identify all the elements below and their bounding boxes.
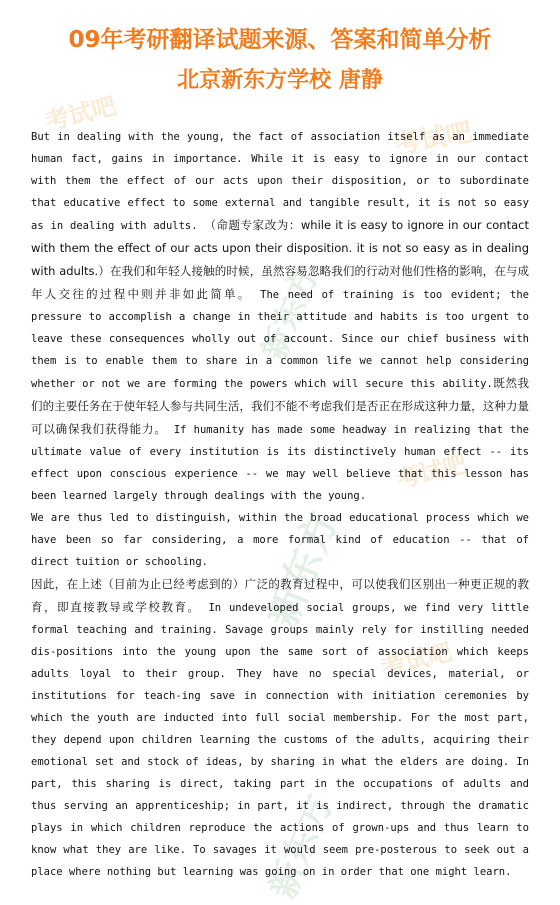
translation-text: 在我们和年轻人接触的时候，虽然容易忽略我们的行动对他们性格的影响，在与成年人交往的过程中则并非如此简单。 xyxy=(31,264,530,301)
watermark-kaoshiba-3: 考试吧 xyxy=(393,449,470,495)
translation-text: 既然我们的主要任务在于使年轻人参与共同生活，我们不能不考虑我们是否正在形成这种力量，这种力量可以确保我们获得能力。 xyxy=(31,376,529,436)
passage-text: If humanity has made some headway in realizing that the ultimate value of every institution is its distinctively human effect -- its effect upon conscious experience -- we may well believe that this lesson has been learned largely through dealings with the young. xyxy=(31,424,530,502)
document-author: 北京新东方学校 唐静 xyxy=(177,68,383,93)
paragraph-2 xyxy=(31,507,529,573)
watermark-kaoshiba-4: 考试吧 xyxy=(378,637,455,683)
watermark-xindongfang-3: 新东方 xyxy=(262,788,342,905)
expert-revision-note: （命题专家改为：while it is easy to ignore in our contact with them the effect of our acts upon their disposition. it is not so easy as in dealing with adults.） xyxy=(31,218,529,278)
passage-text: But in dealing with the young, the fact of association itself as an immediate human fact, gains in importance. While it is easy to ignore in our contact with them the effect of our acts upon their disposition, or to subordinate that educative effect to some external and tangible result, it is not so easy as in dealing with adults. xyxy=(31,131,529,232)
document-title: 09年考研翻译试题来源、答案和简单分析 xyxy=(68,27,492,53)
document-body xyxy=(31,126,529,883)
paragraph-3 xyxy=(31,573,529,883)
watermark-xindongfang-1: 新东方 xyxy=(254,262,326,366)
document-header xyxy=(0,22,560,98)
watermark-xindongfang-2: 新东方 xyxy=(259,505,348,635)
watermark-kaoshiba-1: 考试吧 xyxy=(42,91,119,137)
passage-text: We are thus led to distinguish, within the broad educational process which we have been so far considering, a more formal kind of education -- that of direct tuition or schooling. xyxy=(31,512,529,568)
paragraph-1 xyxy=(31,126,529,507)
watermark-kaoshiba-2: 考试吧 xyxy=(392,117,475,161)
translation-text: 因此，在上述（目前为止已经考虑到的）广泛的教育过程中，可以使我们区别出一种更正规的教育，即直接教导或学校教育。 xyxy=(31,577,529,614)
passage-text: In undeveloped social groups, we find very little formal teaching and training. Savage groups mainly rely for instilling needed dis-positions into the young upon the same sort of association which keeps adults loyal to their group. They have no special devices, material, or institutions for teach-ing save in connection with initiation ceremonies by which the youth are inducted into full social membership. For the most part, they depend upon children learning the customs of the adults, acquiring their emotional set and stock of ideas, by sharing in what the elders are doing. In part, this sharing is direct, taking part in the occupations of adults and thus serving an apprenticeship; in part, it is indirect, through the dramatic plays in which children reproduce the actions of grown-ups and thus learn to know what they are like. To savages it would seem pre-posterous to seek out a place where nothing but learning was going on in order that one might learn. xyxy=(31,602,530,878)
passage-text: The need of training is too evident; the pressure to accomplish a change in their attitude and habits is too urgent to leave these consequences wholly out of account. Since our chief business with them is to enable them to share in a common life we cannot help considering whether or not we are forming the powers which will secure this ability. xyxy=(31,289,530,390)
